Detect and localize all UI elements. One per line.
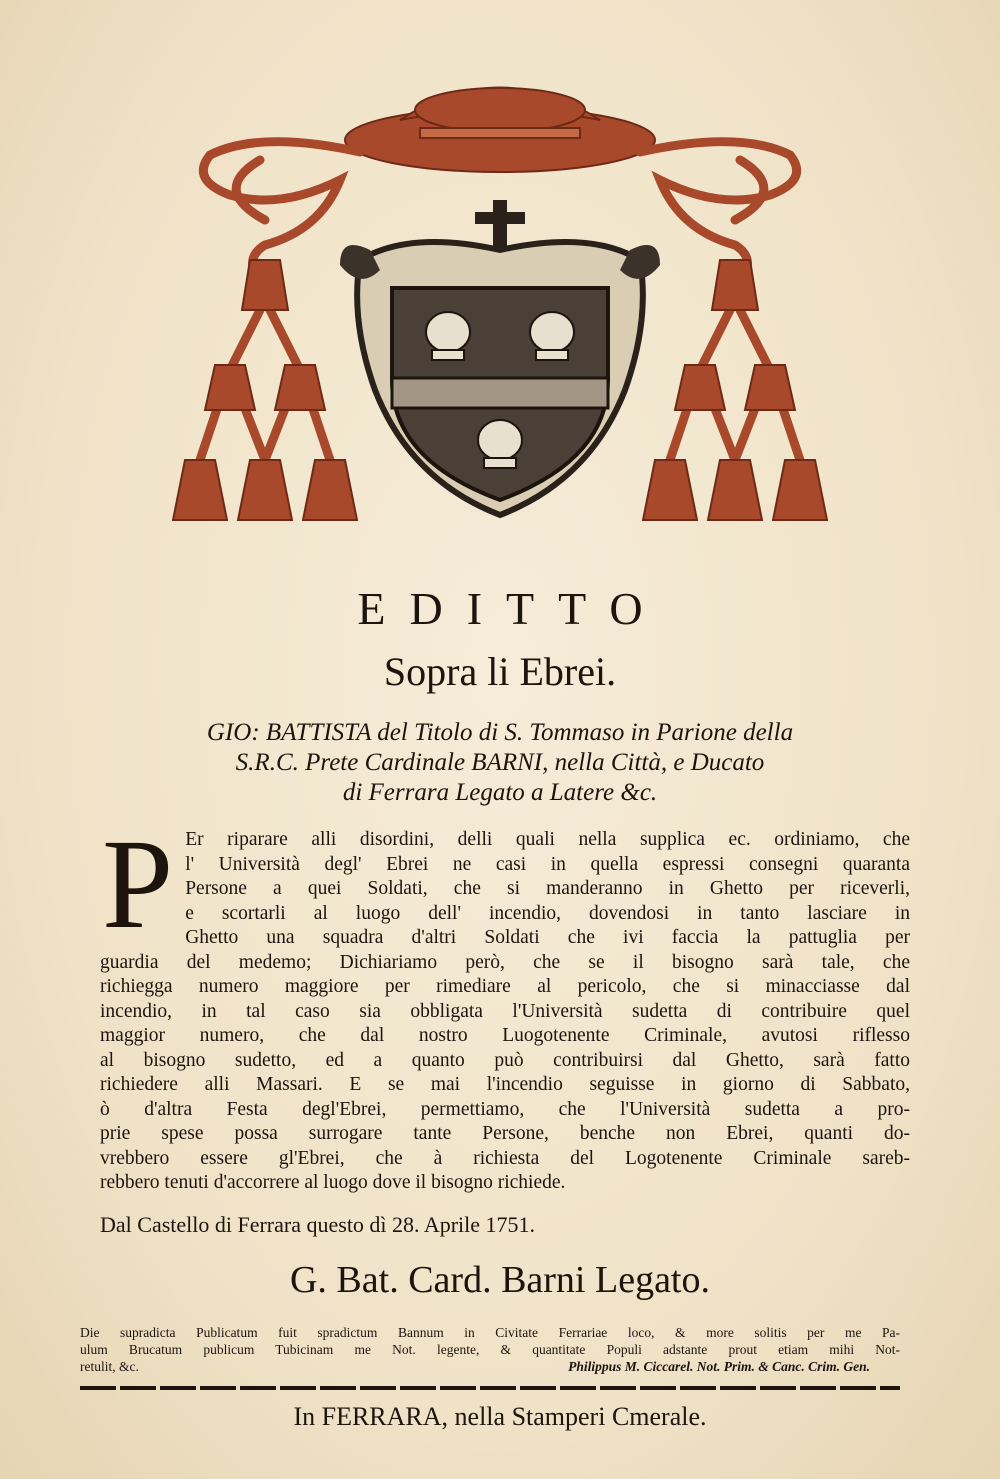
body-line: vrebbero essere gl'Ebrei, che à richiesta del Logotenente Criminale sareb- xyxy=(100,1147,910,1169)
date-line: Dal Castello di Ferrara questo dì 28. Aprile 1751. xyxy=(100,1212,536,1237)
issuer-line: GIO: BATTISTA del Titolo di S. Tommaso in Parione della xyxy=(206,719,794,746)
galero-hat-icon xyxy=(345,88,655,173)
publication-line: ulum Brucatum publicum Tubicinam me Not. legente, & quantitate Populi adstante prout etiam mihi Not- xyxy=(80,1342,900,1357)
issuer-line: di Ferrara Legato a Latere &c. xyxy=(342,779,658,806)
body-line: guardia del medemo; Dichiariamo però, che se il bisogno sarà tale, che xyxy=(100,951,910,973)
publication-note xyxy=(80,1324,900,1375)
cardinal-coat-of-arms-icon xyxy=(170,60,830,540)
edict-subtitle: Sopra li Ebrei. xyxy=(383,649,617,694)
issuer-line: S.R.C. Prete Cardinale BARNI, nella Città, e Ducato xyxy=(235,749,765,776)
body-line: al bisogno sudetto, ed a quanto può contribuirsi dal Ghetto, sarà fatto xyxy=(100,1049,910,1071)
body-line: l' Università degl' Ebrei ne casi in quella espressi consegni quaranta xyxy=(185,853,910,875)
signature: G. Bat. Card. Barni Legato. xyxy=(289,1259,710,1301)
body-line: richiedere alli Massari. E se mai l'incendio seguisse in giorno di Sabbato, xyxy=(100,1074,910,1095)
publication-line: Die supradicta Publicatum fuit spradictum Bannum in Civitate Ferrariae loco, & more solitis per me Pa- xyxy=(80,1325,900,1340)
body-line: incendio, in tal caso sia obbligata l'Università sudetta di contribuire quel xyxy=(100,1000,910,1022)
printer-imprint: In FERRARA, nella Stamperi Cmerale. xyxy=(293,1402,707,1431)
body-line: Persone a quei Soldati, che si manderanno in Ghetto per riceverli, xyxy=(185,878,910,899)
drop-cap: P xyxy=(102,813,174,955)
body-line: rebbero tenuti d'accorrere al luogo dove il bisogno richiede. xyxy=(100,1172,566,1193)
body-line: maggior numero, che dal nostro Luogotenente Criminale, avutosi riflesso xyxy=(100,1025,910,1046)
body-line: Er riparare alli disordini, delli quali nella supplica ec. ordiniamo, che xyxy=(185,829,910,850)
publication-line-end: retulit, &c. xyxy=(80,1359,139,1374)
edict-title: EDITTO xyxy=(357,583,667,634)
body-line: Ghetto una squadra d'altri Soldati che ivi faccia la pattuglia per xyxy=(185,927,910,948)
body-line: richiegga numero maggiore per rimediare al pericolo, che si minacciasse dal xyxy=(100,976,910,997)
body-line: ò d'altra Festa degl'Ebrei, permettiamo, che l'Università sudetta a pro- xyxy=(100,1098,910,1120)
issuer-block xyxy=(110,718,890,808)
divider-rule xyxy=(80,1386,900,1390)
body-line: e scortarli al luogo dell' incendio, dovendosi in tanto lasciare in xyxy=(185,902,910,924)
publication-line xyxy=(80,1358,900,1375)
body-line: prie spese possa surrogare tante Persone, benche non Ebrei, quanti do- xyxy=(100,1123,910,1144)
notary-signature: Philippus M. Ciccarel. Not. Prim. & Canc. Crim. Gen. xyxy=(568,1359,870,1374)
edict-body xyxy=(100,813,910,1196)
